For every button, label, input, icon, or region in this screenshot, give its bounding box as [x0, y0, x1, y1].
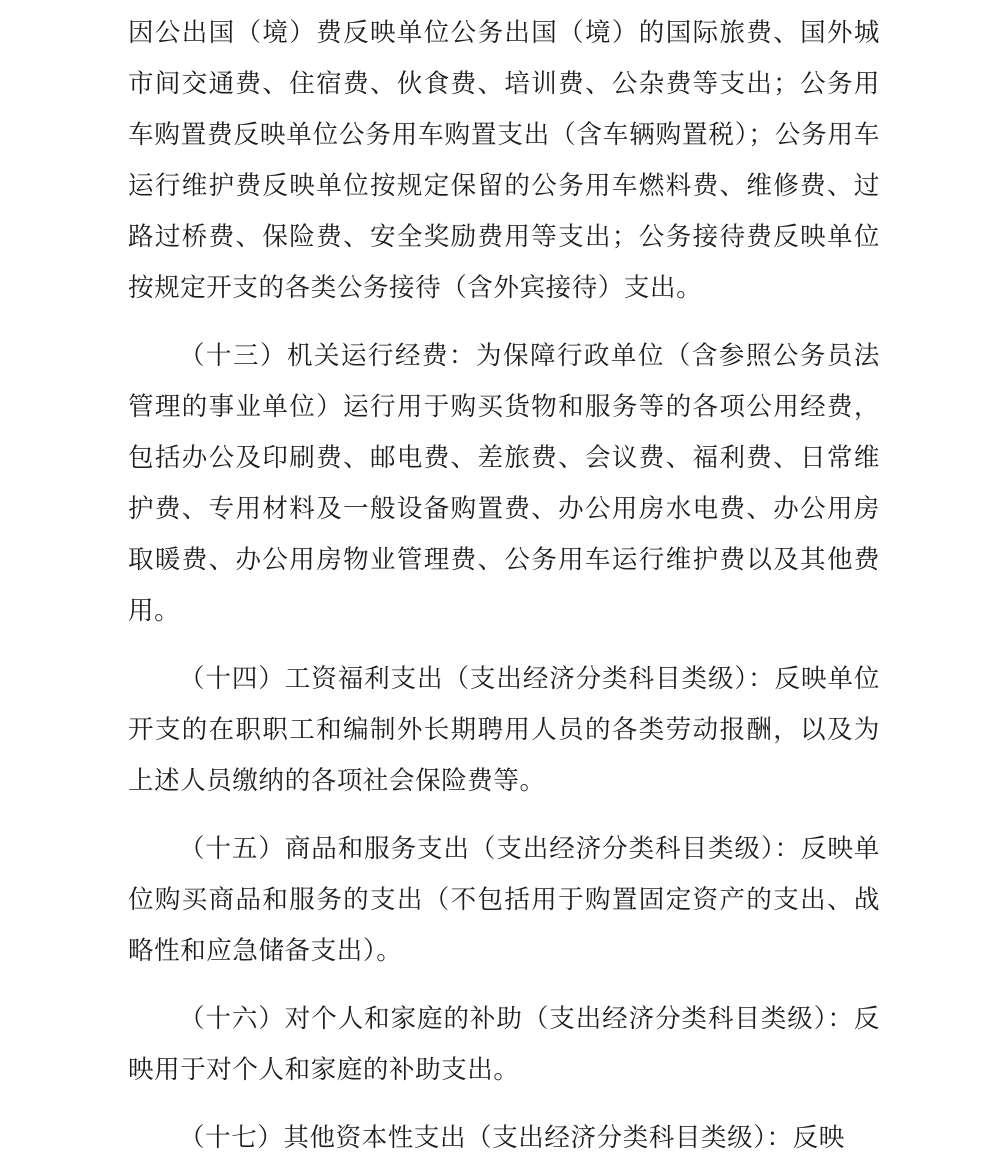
paragraph-item-17: （十七）其他资本性支出（支出经济分类科目类级）：反映: [179, 1123, 845, 1153]
paragraph-item-13: （十三）机关运行经费：为保障行政单位（含参照公务员法管理的事业单位）运行用于购买货物和服务等的各项公用经费，包括办公及印刷费、邮电费、差旅费、会议费、福利费、日常维护费、专用材料及一般设备购置费、办公用房水电费、办公用房取暖费、办公用房物业管理费、公务用车运行维护费以及其他费用。: [128, 341, 880, 626]
paragraph-item-15: （十五）商品和服务支出（支出经济分类科目类级）：反映单位购买商品和服务的支出（不包括用于购置固定资产的支出、战略性和应急储备支出）。: [128, 834, 880, 966]
paragraph-item-14: （十四）工资福利支出（支出经济分类科目类级）：反映单位开支的在职职工和编制外长期聘用人员的各类劳动报酬，以及为上述人员缴纳的各项社会保险费等。: [128, 664, 880, 796]
paragraph-item-16: （十六）对个人和家庭的补助（支出经济分类科目类级）：反映用于对个人和家庭的补助支出。: [128, 1004, 880, 1085]
document-body: [128, 8, 880, 1164]
paragraph-travel-expenses: 因公出国（境）费反映单位公务出国（境）的国际旅费、国外城市间交通费、住宿费、伙食费、培训费、公杂费等支出；公务用车购置费反映单位公务用车购置支出（含车辆购置税）；公务用车运行维护费反映单位按规定保留的公务用车燃料费、维修费、过路过桥费、保险费、安全奖励费用等支出；公务接待费反映单位按规定开支的各类公务接待（含外宾接待）支出。: [128, 18, 880, 303]
